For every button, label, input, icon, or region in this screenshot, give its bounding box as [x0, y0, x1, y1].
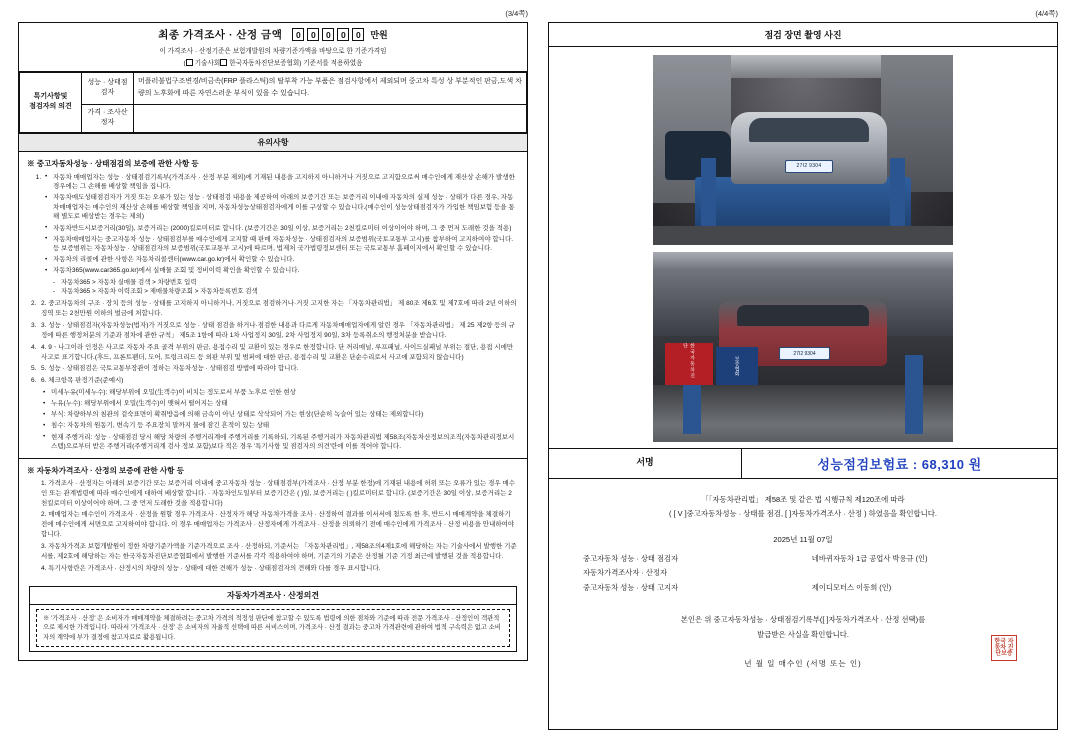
list-item: 4. 특기사항란은 가격조사 · 산정시의 차량의 성능 · 상태에 대한 견해가 성능 · 상태점검자의 견해와 다를 경우 표시합니다. — [41, 564, 381, 572]
party-role: 중고자동차 성능 · 상태 고지자 — [583, 582, 679, 592]
appraiser-sub-label: 가격 · 조사산정자 — [82, 104, 134, 132]
list-item: • 침수: 자동차의 원동기, 변속기 등 주요장치 말까지 물에 잠긴 흔적이 있는 상태 — [43, 421, 517, 431]
list-item — [43, 173, 517, 297]
party-row — [583, 552, 1023, 566]
list-item: 3. 3. 성능 · 상태점검자(자동차성능(법자)가 거짓으로 성능 · 상태 점검을 하거나·점검한 내용과 다르게 자동차매매업자에게 알린 경우 「자동차관리법」 제 25 제2항 등의 규정에 따른 행정처분의 기준과 점차에 관한 규칙」 제5조 1항에 따라 1차 사업정지 30일, 2차 사업정지 90일, 3차 등록취소의 행정처분을 받습니다. — [31, 321, 515, 339]
left-sheet — [18, 22, 528, 661]
page-4 — [538, 0, 1076, 749]
lift-post — [701, 158, 716, 234]
confirm-line-2: 발급받은 사실을 확인합니다. — [757, 629, 849, 639]
party-row — [583, 581, 1023, 595]
list-item: • 자동차매도성태점검자가 거짓 또는 오류가 있는 성능 · 상태점검 내용을 제공하여 아래의 보증기간 또는 보증거리 이내에 자동차의 실제 성능 · 상태가 다른 경우, 자동차매매업자는 매수인의 재산상 손해를 배상할 책임을 지며, 자동차성능상태점검자에게 이를 구상할 수 있습니다.(매수인이 성능상태점검자가 가입한 책임보험 등을 통해 별도로 배상받는 경우는 제외) — [45, 193, 517, 222]
association-banner-blue: 보증협회 — [716, 347, 758, 385]
photo-section-title: 점검 장면 촬영 사진 — [549, 23, 1057, 47]
insurance-fee-value: 성능점검보험료 : 68,310 원 — [817, 457, 982, 472]
list-item: • 미세누유(미세누수): 해당부위에 오밀(生객수)이 비치는 정도로서 부품 노후로 인한 현상 — [43, 388, 517, 398]
legal-line-1: 「「자동차관리법」 제58조 및 같은 법 시행규칙 제120조에 따라 — [701, 495, 905, 504]
list-item: 1. 가격조사 · 산정자는 아래의 보증기간 또는 보증거리 이내에 중고자동차 성능 · 상태점검부(가격조사 · 산정 부분 한정)에 기재된 내용에 허위 또는 오류가 있는 경우 매수인 또는 관계법령에 따라 매수인에게 대하여 배상할 합니다. · 자동차인도일부터 보증기간은 ( )일, 보증거리는 ( )킬로미터로 합니다. (보증기간은 30일 이상, 보증거리는 2천킬로미터 이상이어야 하며, 그 중 먼저 도래한 것을 적용합니다) — [41, 479, 515, 507]
rear-window — [737, 305, 869, 326]
final-price-title-block — [19, 23, 527, 72]
table-row — [20, 104, 527, 132]
license-plate: 27I2 9304 — [779, 347, 830, 360]
amount-digit-boxes — [292, 28, 387, 41]
notice-band: 유의사항 — [19, 133, 527, 152]
list-item: • 누유(누수): 해당부위에서 오밀(生객수)이 맺혀서 떨어지는 상태 — [43, 399, 517, 409]
list-item: 6. 6. 체크항목 판정기준(준예시) • 미세누유(미세누수): 해당부위에 오밀(生객수)이 비치는 정도로서 부품 노후로 인한 현상 • 누유(누수): 해당부위에서 오밀(生객수)이 맺혀서 떨어지는 상태 • 부식: 차량하부의 침관의 겉숙표면이 확취방음에 의해 금속이 아닌 상태로 삭삭되어 가는 현상(단순히 녹슬어 있는 상태는 제외합니다) • 침수: 자동차의 원동기, 변속기 등 주요장치 말까지 물에 잠긴 흔적이 있는 상태 • 현재 주행거리: 성능 · 상태점검 당시 해당 차량의 주행거리계에 주행거리를 기록하되, 기록된 주행거리가 자동차관리법 제58조(자동차산정보의조직(자동차관리정보시스템)으로부터 받은 주행거리(주행거리계 검사 정보 포함)보다 적은 경우 '특기사항 및 점검자의 의견'란에 이를 적어야 합니다. — [31, 376, 517, 452]
section1-heading: ※ 중고자동차성능 · 상태점검의 보증에 관한 사항 등 — [27, 158, 199, 168]
garage-floor — [653, 226, 953, 245]
price-basis-note: 이 가격조사 · 산정기준은 보험개발원의 차량기준가액을 바탕으로 한 기준가격임 — [159, 48, 387, 55]
signature-row — [549, 448, 1057, 479]
amount-digit: 0 — [292, 28, 304, 41]
list-item: 4. 4. 9ㆍ나그이라 인정은 사고로 자동차 주요 골격 부위의 판금, 용접수리 및 교환이 있는 경우로 한정합니다. 단 꺼리매널, 루프패널, 사이드실패널 부위는 절단, 용접 시에만 사고로 표기합니다.(후드, 프론트팬더, 도어, 트렁크리드 등 외판 부위 및 범퍼에 대한 판금, 용접수리 및 교환은 단순수리로서 사고에 포함되지 않습니다) — [31, 343, 514, 361]
list-item: • 자동차의 리콜에 관한 사항은 자동차리콜센터(www.car.go.kr)에서 확인할 수 있습니다. — [45, 255, 517, 265]
buyer-signature-line: 년 월 일 매수인 (서명 또는 인) — [744, 659, 862, 669]
front-view-lift-photo — [653, 55, 953, 245]
amount-unit: 만원 — [370, 30, 388, 40]
appraisal-opinion-body: ※ '가격조사 · 산정' 은 소비자가 매매계약을 체결하려는 중고차 가격의 적정성 판단에 참고할 수 있도록 법령에 의한 점차와 기준에 따라 전문 가격조사 · 산정인이 객관적으로 제시한 가격입니다. 따라서 '가격조사 · 산정' 은 소비자의 자율적 선택에 따른 서비스이며, 가격조사 · 산정 결과는 중고차 가격관련에 관하여 법적 구속력은 없고 소비자의 계약에 부가 결정에 참고자료로 활용됩니다. — [36, 609, 510, 647]
list-item: 5. 5. 성능 · 상태점검은 국토교통부장관이 정하는 자동차성능 · 상태점검 방법에 따라야 합니다. — [31, 365, 299, 373]
official-seal-stamp: 한국 자동차 진단보증 — [991, 635, 1017, 661]
opinion-table — [19, 72, 527, 133]
amount-digit: 0 — [352, 28, 364, 41]
lift-post — [905, 355, 923, 435]
final-price-title: 최종 가격조사 · 산정 금액 — [158, 29, 283, 41]
checkbox-unchecked-icon[interactable] — [186, 59, 193, 66]
windshield — [749, 118, 869, 143]
party-list — [549, 552, 1057, 595]
ceiling — [653, 252, 953, 271]
buyer-confirmation — [549, 595, 1057, 643]
appraisal-opinion-box — [29, 586, 517, 652]
section2-notes — [19, 479, 527, 580]
amount-digit: 0 — [307, 28, 319, 41]
rear-view-lift-photo — [653, 252, 953, 442]
amount-digit: 0 — [337, 28, 349, 41]
legal-line-2: ( [ V ]중고자동차성능 · 상태를 점검, [ ]자동차가격조사 · 산정 ) 하였음을 확인합니다. — [669, 509, 937, 519]
license-plate: 27I2 9304 — [785, 160, 833, 173]
appraiser-opinion-text — [134, 104, 527, 132]
association-banner-red: 한국자동차진단 — [665, 343, 713, 385]
list-item: • 자동차매매업자는 중고자동차 성능 · 상태점검부를 매수인에게 고지할 때 판매 자동차성능 · 상태점검자의 보증범위(국토교통부 고시)를 참부하여 고지하여야 합니다. 등 보증범위는 자동차성능 · 상태점검자의 보증범위(국토교통부 고시)에 따르며, 법제처 국가법령정보센터 또는 국토교통부 홈페이지에서 확인할 수 있습니다. — [45, 235, 517, 254]
photo-gallery — [549, 47, 1057, 448]
standard-option-2: 한국자동차진단보증협회) 기준서를 적용하였음 — [229, 60, 363, 67]
section1-notes — [19, 173, 527, 458]
party-name: 네바퀴자동차 1급 공업사 박용규 (인) — [811, 554, 928, 564]
list-item: • 자동차반드시보증거리(30일), 보증거리는 (2000)킬로미터로 합니다. (보증기간은 30일 이상, 보증거리는 2천킬로미터 이상이어야 하며, 그 중 먼저 도래한 것을 적용) — [45, 224, 517, 234]
list-item: 2. 매매업자는 매수인이 가격조사 · 산정을 원할 경우 가격조사 · 산정자가 해당 자동차가격을 조사 · 산정하여 결과를 이서서에 첨도록 한 후, 반드시 매매계약을 체결하기 전에 매수인에게 서면으로 고지하여야 합니다. 이 경우 매매업자는 가격조사 · 산정자에게 가격조사 · 산정을 의뢰하기 전에 매수인에게 가격조사 · 산정 비용을 안내하여야 합니다. — [41, 511, 515, 539]
standard-selection-row: ( 기술사회 한국자동차진단보증협회) 기준서를 적용하였음 — [183, 60, 363, 67]
list-item: • 자동차365(www.car365.go.kr)에서 실매물 조회 및 정비이력 확인을 확인할 수 있습니다. — [45, 266, 517, 276]
list-item: 3. 자동차가격조 보험개발원이 정한 차량기준가액을 기준가격으로 조사 · 산정하되, 기준서는 「자동차관리법」, 제58조의4제1호에 해당하는 자는 기술사에서 발행한 기준서를, 제2호에 해당하는 자는 한국자동차진단보증협회에서 발행한 기준서를 각각 적용하여야 하며, 기준기의 기준은 산정될 기준 기정 최근에 발행된 것을 적용합니다. — [41, 543, 517, 560]
list-item: 2. 2. 중고자동차의 구조 · 장치 등의 성능 · 상태를 고지하지 아니하거나, 거짓으로 점검하거나·거짓 고지한 자는 「자동차관리법」 제 80조 제6호 및 제7호에 따라 2년 이하의 징역 또는 2천만원 이하의 벌금에 처합니다. — [31, 300, 517, 318]
page-number-right: (4/4쪽) — [1035, 9, 1058, 18]
list-item: - 자동차365 > 자동차 이력조회 > 제매물차량조회 > 자동차등록번호 검색 — [53, 287, 517, 296]
list-item: • 부식: 차량하부의 침관의 겉숙표면이 확취방음에 의해 금속이 아닌 상태로 삭삭되어 가는 현상(단순히 녹슬어 있는 상태는 제외합니다) — [43, 410, 517, 420]
party-role: 자동차가격조사자 · 산정자 — [583, 568, 668, 578]
list-item: • 1. 자동차 매매업자는 성능 · 상태점검기록부(가격조사 · 산정 부분 제외)에 기재된 내용을 고지하지 아니하거나 거짓으로 고지함으로써 매수인에게 재산상 손해가 발생한 경우에는 그 손해를 배상할 책임을 집니다. — [45, 173, 517, 192]
issue-date: 2025년 11월 07일 — [773, 535, 833, 545]
background-vehicle — [665, 131, 731, 180]
table-row — [20, 73, 527, 105]
section2-heading: ※ 자동차가격조사 · 산정의 보증에 관한 사항 등 — [19, 458, 527, 479]
list-item: • 현재 주행거리: 성능 · 상태점검 당시 해당 차량의 주행거리계에 주행거리를 기록하되, 기록된 주행거리가 자동차관리법 제58조(자동차산정보의조직(자동차관리정보시스템)으로부터 받은 주행거리(주행거리계 검사 정보 포함)보다 적은 경우 '특기사항 및 점검자의 의견'란에 이를 적어야 합니다. — [43, 433, 517, 452]
party-name: 제이디모터스 이동희 (인) — [811, 582, 892, 592]
lift-post — [890, 158, 905, 234]
list-item: - 자동차365 > 자동차 실매물 검색 > 차량번호 입력 — [53, 278, 517, 287]
signature-label: 서명 — [549, 449, 742, 478]
opinion-row-label: 특기사항및 점검자의 의견 — [20, 73, 82, 133]
party-row — [583, 566, 1023, 580]
right-sheet — [548, 22, 1058, 730]
confirm-line-1: 본인은 위 중고자동차성능 · 상태점검기록부([ ]자동차가격조사 · 산정 선택)를 — [680, 614, 926, 624]
amount-digit: 0 — [322, 28, 334, 41]
appraisal-opinion-title: 자동차가격조사 · 산정의견 — [29, 586, 517, 605]
checkbox-unchecked-icon[interactable] — [220, 59, 227, 66]
inspector-opinion-text: 머플러불법구조변경/비금속(FRP 플라스틱)의 탈부착 가능 부품은 점검사항에서 제외되며 중고차 특성 상 부분적인 판금,도색 차량의 노후화에 따른 자연스러운 부식이 있을 수 있습니다. — [134, 73, 527, 105]
legal-statement — [549, 479, 1057, 525]
standard-option-1: 기술사회 — [194, 60, 221, 67]
inspector-sub-label: 성능 · 상태점검자 — [82, 73, 134, 105]
page-number-left: (3/4쪽) — [505, 9, 528, 18]
party-name — [812, 566, 1023, 580]
party-role: 중고자동차 성능 · 상태 점검자 — [583, 554, 679, 564]
